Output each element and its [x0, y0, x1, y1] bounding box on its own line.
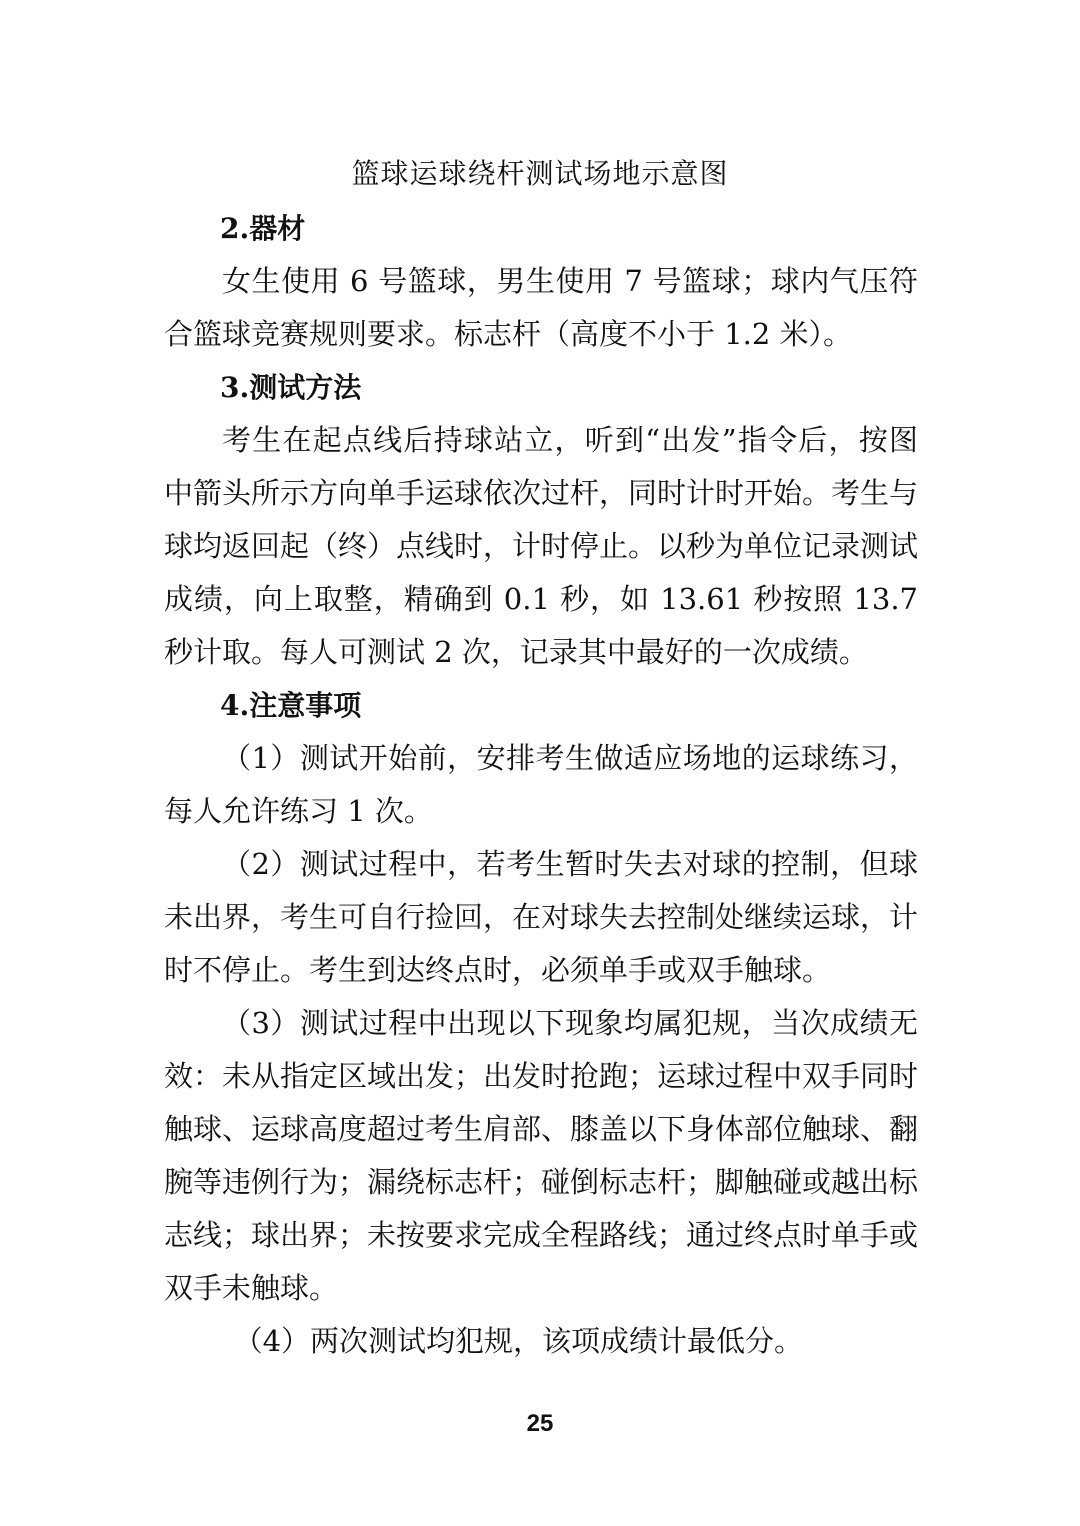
- note-item-4: （4）两次测试均犯规，该项成绩计最低分。: [233, 1324, 804, 1358]
- equipment-paragraph: 女生使用 6 号篮球，男生使用 7 号篮球；球内气压符合篮球竞赛规则要求。标志杆（高度不小于 1.2 米）。: [164, 264, 918, 351]
- note-item-3: （3）测试过程中出现以下现象均属犯规，当次成绩无效：未从指定区域出发；出发时抢跑；运球过程中双手同时触球、运球高度超过考生肩部、膝盖以下身体部位触球、翻腕等违例行为；漏绕标志杆；碰倒标志杆；脚触碰或越出标志线；球出界；未按要求完成全程路线；通过终点时单手或双手未触球。: [164, 1006, 919, 1305]
- figure-caption: 篮球运球绕杆测试场地示意图: [351, 157, 729, 190]
- page-number: 25: [526, 1410, 554, 1437]
- note-item-2: （2）测试过程中，若考生暂时失去对球的控制，但球未出界，考生可自行捡回，在对球失去控制处继续运球，计时不停止。考生到达终点时，必须单手或双手触球。: [164, 847, 919, 987]
- note-item-1: （1）测试开始前，安排考生做适应场地的运球练习，每人允许练习 1 次。: [164, 741, 918, 828]
- page-content: [164, 202, 918, 1368]
- section-heading-equipment: 2.器材: [220, 212, 306, 245]
- section-heading-notes: 4.注意事项: [220, 689, 362, 722]
- section-heading-method: 3.测试方法: [220, 371, 362, 404]
- method-paragraph: 考生在起点线后持球站立，听到“出发”指令后，按图中箭头所示方向单手运球依次过杆，同时计时开始。考生与球均返回起（终）点线时，计时停止。以秒为单位记录测试成绩，向上取整，精确到 0.1 秒，如 13.61 秒按照 13.7 秒计取。每人可测试 2 次，记录其中最好的一次成绩。: [164, 423, 919, 669]
